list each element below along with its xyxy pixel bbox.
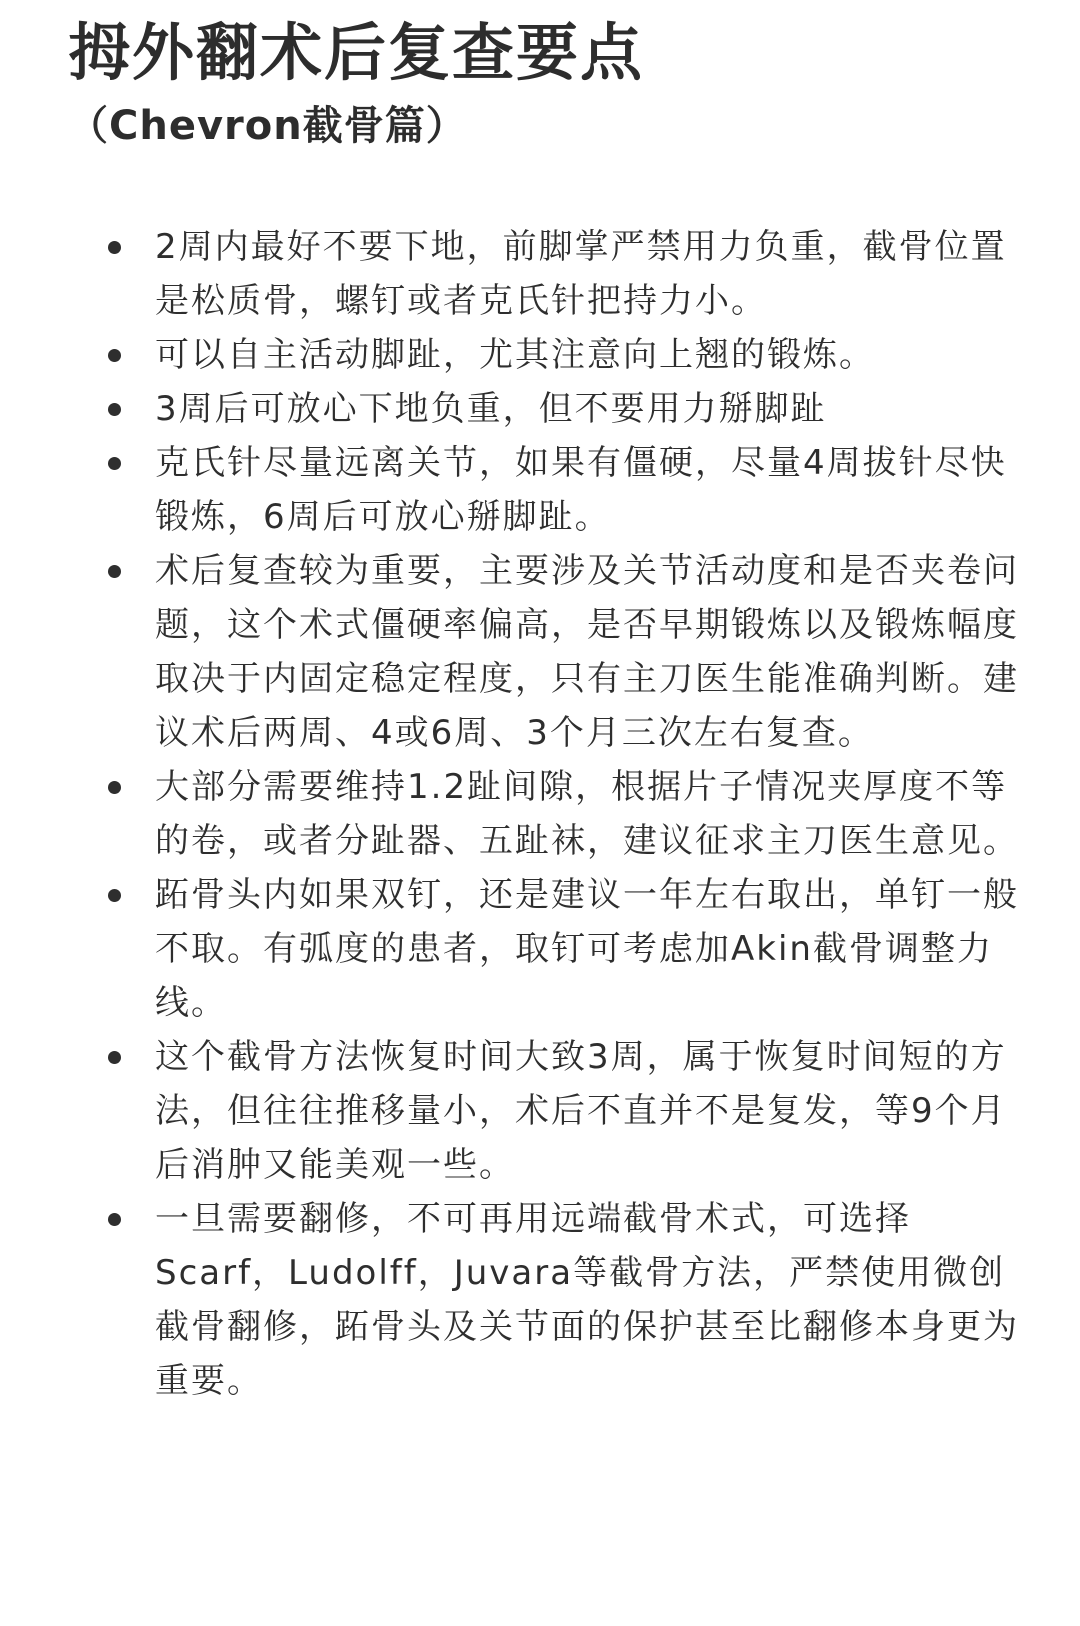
- list-item: [68, 1192, 1020, 1408]
- page-subtitle: （Chevron截骨篇）: [68, 103, 467, 149]
- list-item-text: 2周内最好不要下地，前脚掌严禁用力负重，截骨位置是松质骨，螺钉或者克氏针把持力小。: [155, 227, 1007, 321]
- list-item-text: 3周后可放心下地负重，但不要用力掰脚趾: [155, 389, 827, 429]
- list-item: [68, 760, 1020, 868]
- bullet-icon: [108, 781, 121, 794]
- list-item-text: 可以自主活动脚趾，尤其注意向上翘的锻炼。: [155, 335, 875, 375]
- list-item: [68, 868, 1020, 1030]
- list-item-text: 大部分需要维持1.2趾间隙，根据片子情况夹厚度不等的卷，或者分趾器、五趾袜，建议征求主刀医生意见。: [155, 767, 1019, 861]
- list-item-text: 跖骨头内如果双钉，还是建议一年左右取出，单钉一般不取。有弧度的患者，取钉可考虑加Akin截骨调整力线。: [155, 875, 1019, 1023]
- bullet-icon: [108, 403, 121, 416]
- bullet-icon: [108, 457, 121, 470]
- list-item: [68, 328, 1020, 382]
- bullet-icon: [108, 565, 121, 578]
- bullet-icon: [108, 241, 121, 254]
- page-title: 拇外翻术后复查要点: [68, 16, 645, 89]
- list-item: [68, 1030, 1020, 1192]
- list-item: [68, 220, 1020, 328]
- list-item-text: 克氏针尽量远离关节，如果有僵硬，尽量4周拔针尽快锻炼，6周后可放心掰脚趾。: [155, 443, 1007, 537]
- list-item-text: 术后复查较为重要，主要涉及关节活动度和是否夹卷问题，这个术式僵硬率偏高，是否早期锻炼以及锻炼幅度取决于内固定稳定程度，只有主刀医生能准确判断。建议术后两周、4或6周、3个月三次左右复查。: [155, 551, 1019, 753]
- tips-list: [68, 220, 1020, 1408]
- list-item: [68, 436, 1020, 544]
- bullet-icon: [108, 349, 121, 362]
- bullet-icon: [108, 1213, 121, 1226]
- list-item-text: 这个截骨方法恢复时间大致3周，属于恢复时间短的方法，但往往推移量小，术后不直并不是复发，等9个月后消肿又能美观一些。: [155, 1037, 1007, 1185]
- list-item: [68, 544, 1020, 760]
- bullet-icon: [108, 889, 121, 902]
- list-item-text: 一旦需要翻修，不可再用远端截骨术式，可选择 Scarf，Ludolff，Juvara等截骨方法，严禁使用微创截骨翻修，跖骨头及关节面的保护甚至比翻修本身更为重要。: [155, 1199, 1019, 1401]
- list-item: [68, 382, 1020, 436]
- bullet-icon: [108, 1051, 121, 1064]
